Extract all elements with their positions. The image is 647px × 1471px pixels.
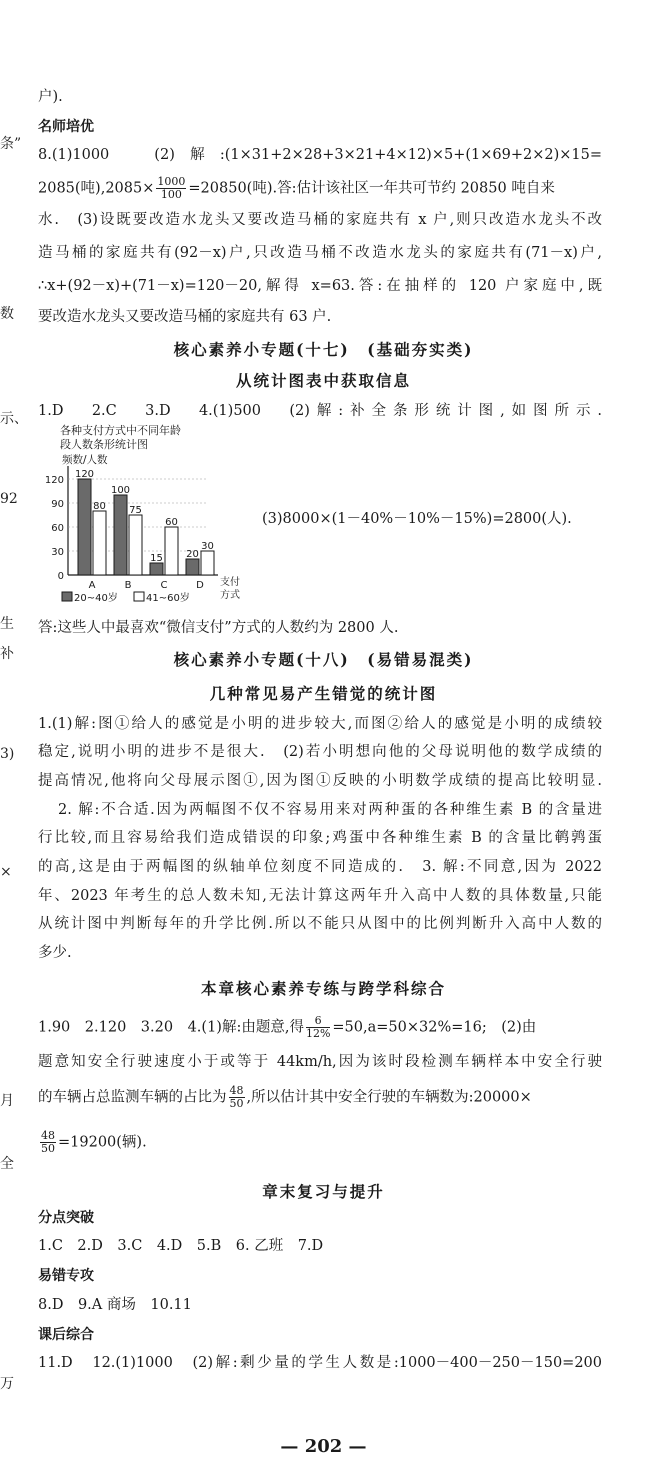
x-tick-label: C <box>160 580 168 591</box>
bar-value-label: 75 <box>129 505 142 516</box>
y-tick-label: 30 <box>51 547 64 558</box>
text-line: 造马桶的家庭共有(92－x)户,只改造马桶不改造水龙头的家庭共有(71－x)户, <box>38 245 602 261</box>
fraction-denominator: 12% <box>305 1027 331 1040</box>
section-subtitle: 几种常见易产生错觉的统计图 <box>209 684 438 703</box>
fraction-numerator: 48 <box>41 1129 55 1142</box>
bar-value-label: 60 <box>165 517 178 528</box>
section-title: 核心素养小专题(十八) (易错易混类) <box>173 650 474 669</box>
section-heading: 易错专攻 <box>38 1268 94 1284</box>
y-axis-label: 频数/人数 <box>62 454 108 466</box>
fraction <box>306 1015 330 1040</box>
text-line: ∴x+(92－x)+(71－x)=120－20,解得 x=63.答:在抽样的 120 户家庭中,既 <box>38 278 602 294</box>
y-tick-label: 60 <box>51 523 64 534</box>
text-segment: =20850(吨).答:估计该社区一年共可节约 20850 吨自来 <box>188 180 555 197</box>
text-line: 的高,这是由于两幅图的纵轴单位刻度不同造成的. 3. 解:不同意,因为 2022 <box>38 859 602 875</box>
margin-fragment: 万 <box>0 1376 14 1392</box>
text-segment: =19200(辆). <box>58 1134 147 1151</box>
text-line: 行比较,而且容易给我们造成错误的印象;鸡蛋中各种维生素 B 的含量比鹌鹑蛋 <box>38 830 602 846</box>
text-segment: 的车辆占总监测车辆的占比为 <box>38 1089 227 1106</box>
text-line <box>38 1085 532 1110</box>
page-number-value: 202 <box>304 1436 343 1457</box>
bar <box>165 527 178 575</box>
x-tick-label: D <box>196 580 204 591</box>
x-axis-label-line1: 支付 <box>220 577 240 588</box>
text-line: 要改造水龙头又要改造马桶的家庭共有 63 户. <box>38 309 332 325</box>
section-title: 本章核心素养专练与跨学科综合 <box>200 979 446 998</box>
text-line: (3)8000×(1－40%－10%－15%)=2800(人). <box>262 511 572 527</box>
bar-chart <box>40 422 250 622</box>
fraction-numerator: 6 <box>306 1015 330 1028</box>
text-line: 8.D 9.A 商场 10.11 <box>38 1297 192 1313</box>
x-axis-label-line2: 方式 <box>220 590 240 601</box>
margin-fragment: 全 <box>0 1156 14 1172</box>
bar-value-label: 20 <box>186 549 199 560</box>
fraction <box>40 1130 56 1155</box>
fraction-numerator: 1000 <box>157 175 186 188</box>
fraction <box>229 1085 245 1110</box>
text-line: 1.C 2.D 3.C 4.D 5.B 6. 乙班 7.D <box>38 1238 324 1254</box>
bar <box>93 511 106 575</box>
text-segment: 1.90 2.120 3.20 4.(1)解:由题意,得 <box>38 1019 304 1036</box>
section-heading: 分点突破 <box>38 1210 94 1226</box>
x-tick-label: A <box>88 580 96 591</box>
chart-title-line2: 段人数条形统计图 <box>60 438 148 451</box>
section-title: 章末复习与提升 <box>262 1182 385 1201</box>
fraction-denominator: 50 <box>41 1142 55 1155</box>
margin-fragment: 生 <box>0 616 14 632</box>
fraction-denominator: 100 <box>160 188 182 201</box>
bar <box>114 495 127 575</box>
y-tick-label: 120 <box>44 475 64 486</box>
text-line: 户). <box>38 89 63 105</box>
text-line: 1.(1)解:图①给人的感觉是小明的进步较大,而图②给人的感觉是小明的成绩较 <box>38 716 602 732</box>
bar-value-label: 120 <box>74 469 95 480</box>
text-line: 稳定,说明小明的进步不是很大. (2)若小明想向他的父母说明他的数学成绩的 <box>38 744 602 760</box>
text-segment: =50,a=50×32%=16; (2)由 <box>332 1019 537 1036</box>
text-line: 2. 解:不合适.因为两幅图不仅不容易用来对两种蛋的各种维生素 B 的含量进 <box>58 802 602 818</box>
margin-fragment: 数 <box>0 306 14 322</box>
text-line <box>38 1130 147 1155</box>
text-line <box>38 1015 536 1040</box>
text-line: 多少. <box>38 945 72 961</box>
text-line: 8.(1)1000 (2)解:(1×31+2×28+3×21+4×12)×5+(1×69+2×2)×15= <box>38 147 602 163</box>
chart-title-line1: 各种支付方式中不同年龄 <box>60 424 181 437</box>
text-segment: ,所以估计其中安全行驶的车辆数为:20000× <box>246 1089 532 1106</box>
text-line <box>38 176 555 201</box>
fraction-denominator: 50 <box>229 1097 244 1110</box>
bar <box>78 479 91 575</box>
bar <box>201 551 214 575</box>
page-number: — 202 — <box>280 1436 367 1457</box>
fraction-numerator: 48 <box>229 1084 244 1097</box>
section-subtitle: 从统计图表中获取信息 <box>235 371 411 390</box>
bar <box>186 559 199 575</box>
legend-swatch <box>134 592 144 601</box>
text-line: 答:这些人中最喜欢“微信支付”方式的人数约为 2800 人. <box>38 620 399 636</box>
margin-fragment: 92 <box>0 491 18 507</box>
margin-fragment: 条” <box>0 136 22 152</box>
y-tick-label: 90 <box>51 499 64 510</box>
margin-fragment: × <box>0 864 12 880</box>
text-line: 1.D 2.C 3.D 4.(1)500 (2)解:补全条形统计图,如图所示. <box>38 403 602 419</box>
legend-swatch <box>62 592 72 601</box>
legend-label: 41~60岁 <box>146 593 190 604</box>
y-tick-label: 0 <box>57 571 64 582</box>
text-line: 11.D 12.(1)1000 (2)解:剩少量的学生人数是:1000－400－250－150=200 <box>38 1355 602 1371</box>
bar-value-label: 30 <box>201 541 214 552</box>
text-line: 从统计图中判断每年的升学比例.所以不能只从图中的比例判断升入高中人数的 <box>38 916 602 932</box>
text-line: 水. (3)设既要改造水龙头又要改造马桶的家庭共有 x 户,则只改造水龙头不改 <box>38 212 602 228</box>
x-tick-label: B <box>124 580 132 591</box>
bar-value-label: 100 <box>110 485 131 496</box>
section-heading: 名师培优 <box>38 119 94 135</box>
margin-fragment: 3) <box>0 746 15 762</box>
fraction <box>156 176 186 201</box>
bar-value-label: 80 <box>93 501 106 512</box>
margin-fragment: 示、 <box>0 411 28 427</box>
bar-value-label: 15 <box>150 553 163 564</box>
section-heading: 课后综合 <box>38 1327 94 1343</box>
text-line: 提高情况,他将向父母展示图①,因为图①反映的小明数学成绩的提高比较明显. <box>38 773 602 789</box>
margin-fragment: 月 <box>0 1093 14 1109</box>
legend-label: 20~40岁 <box>74 593 118 604</box>
bar <box>129 515 142 575</box>
text-line: 年、2023 年考生的总人数未知,无法计算这两年升入高中人数的具体数量,只能 <box>38 888 602 904</box>
section-title: 核心素养小专题(十七) (基础夯实类) <box>173 340 474 359</box>
margin-fragment: 补 <box>0 646 14 662</box>
text-line: 题意知安全行驶速度小于或等于 44km/h,因为该时段检测车辆样本中安全行驶 <box>38 1054 602 1070</box>
bar <box>150 563 163 575</box>
text-segment: 2085(吨),2085× <box>38 180 155 197</box>
